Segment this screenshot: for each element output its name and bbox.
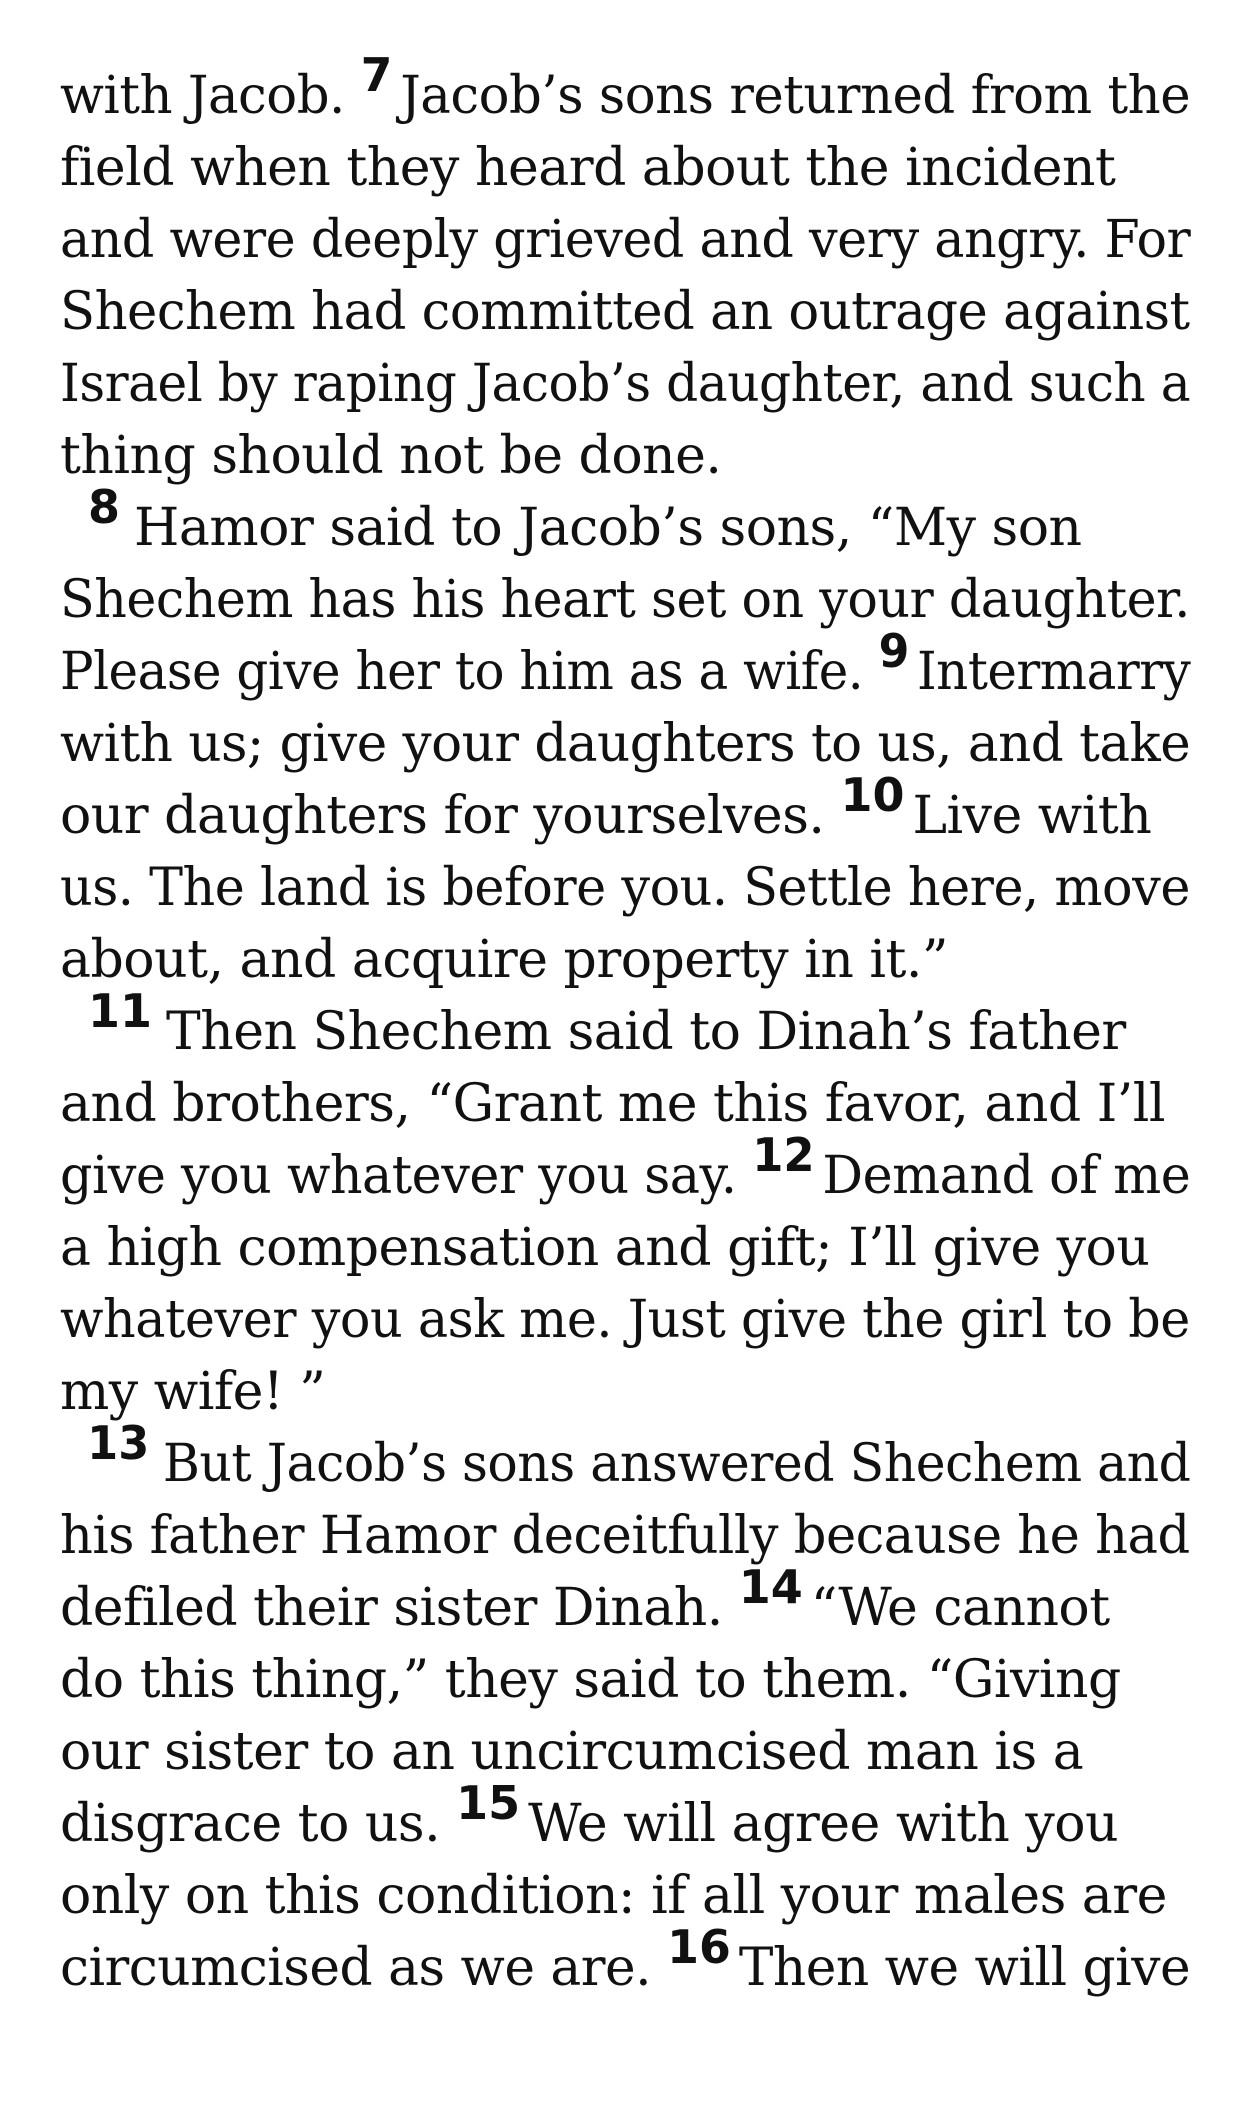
verse-text: circumcised as we are. xyxy=(60,1938,668,1998)
paragraph-start-line xyxy=(60,1416,1191,1500)
text-line xyxy=(60,1212,1190,1284)
verse-text: a high compensation and gift; I’ll give you xyxy=(60,1218,1150,1278)
text-line xyxy=(60,132,1190,204)
verse-text: our sister to an uncircumcised man is a xyxy=(60,1722,1084,1782)
verse-number: 8 xyxy=(88,480,121,534)
text-line xyxy=(60,204,1191,276)
verse-text: and were deeply grieved and very angry. For xyxy=(60,210,1191,270)
text-line xyxy=(60,48,1191,132)
verse-text: Then we will give xyxy=(738,1938,1191,1998)
text-line xyxy=(60,1644,1190,1716)
verse-text: give you whatever you say. xyxy=(60,1146,753,1206)
verse-text: Please give her to him as a wife. xyxy=(60,642,879,702)
verse-number: 11 xyxy=(88,984,153,1038)
verse-text: But Jacob’s sons answered Shechem and xyxy=(162,1434,1191,1494)
verse-text: Intermarry xyxy=(916,642,1191,702)
text-line xyxy=(60,1356,1190,1428)
text-line xyxy=(60,768,1190,852)
text-line xyxy=(60,348,1191,420)
text-line xyxy=(60,624,1191,708)
text-line xyxy=(60,1128,1191,1212)
text-line xyxy=(60,1068,1190,1140)
text-line xyxy=(60,1560,1190,1644)
verse-text: Live with xyxy=(912,786,1152,846)
text-line xyxy=(60,420,1190,492)
verse-text: “We cannot xyxy=(810,1578,1110,1638)
text-line xyxy=(60,1284,1190,1356)
verse-number: 9 xyxy=(878,624,910,678)
verse-text: Shechem had committed an outrage against xyxy=(60,282,1190,342)
paragraph-start-line xyxy=(60,480,1190,564)
text-line xyxy=(60,1920,1191,2004)
verse-text: us. The land is before you. Settle here, move xyxy=(60,858,1190,918)
verse-text: his father Hamor deceitfully because he had xyxy=(60,1506,1190,1566)
text-line xyxy=(60,708,1191,780)
text-line xyxy=(60,276,1190,348)
text-line xyxy=(60,564,1190,636)
verse-text: Israel by raping Jacob’s daughter, and such a xyxy=(60,354,1191,414)
verse-number: 15 xyxy=(456,1776,521,1830)
verse-text: disgrace to us. xyxy=(60,1794,457,1854)
text-line xyxy=(60,1860,1190,1932)
text-line xyxy=(60,1500,1190,1572)
verse-text: with Jacob. xyxy=(60,66,361,126)
verse-text: Then Shechem said to Dinah’s father xyxy=(166,1002,1126,1062)
verse-text: field when they heard about the incident xyxy=(60,138,1116,198)
verse-text: Hamor said to Jacob’s sons, “My son xyxy=(134,498,1082,558)
verse-number: 14 xyxy=(738,1560,803,1614)
verse-text: about, and acquire property in it.” xyxy=(60,930,949,990)
paragraph-start-line xyxy=(60,984,1190,1068)
verse-text: only on this condition: if all your males are xyxy=(60,1866,1167,1926)
text-line xyxy=(60,852,1190,924)
text-line xyxy=(60,1716,1190,1788)
verse-text: Shechem has his heart set on your daughter. xyxy=(60,570,1190,630)
verse-number: 10 xyxy=(840,768,905,822)
verse-text: my wife! ” xyxy=(60,1362,326,1422)
verse-text: whatever you ask me. Just give the girl to be xyxy=(60,1290,1190,1350)
verse-text: defiled their sister Dinah. xyxy=(60,1578,739,1638)
verse-text: with us; give your daughters to us, and take xyxy=(60,714,1191,774)
text-line xyxy=(60,1776,1190,1860)
text-line xyxy=(60,924,1190,996)
scripture-text xyxy=(60,48,1191,2004)
verse-text: our daughters for yourselves. xyxy=(60,786,841,846)
verse-text: We will agree with you xyxy=(528,1794,1119,1854)
verse-text: Demand of me xyxy=(822,1146,1191,1206)
verse-number: 13 xyxy=(87,1416,150,1470)
verse-text: and brothers, “Grant me this favor, and I’ll xyxy=(60,1074,1166,1134)
verse-number: 7 xyxy=(360,48,393,102)
verse-text: Jacob’s sons returned from the xyxy=(400,66,1191,126)
verse-number: 16 xyxy=(667,1920,731,1974)
verse-text: thing should not be done. xyxy=(60,426,722,486)
verse-number: 12 xyxy=(752,1128,815,1182)
verse-text: do this thing,” they said to them. “Giving xyxy=(60,1650,1121,1710)
